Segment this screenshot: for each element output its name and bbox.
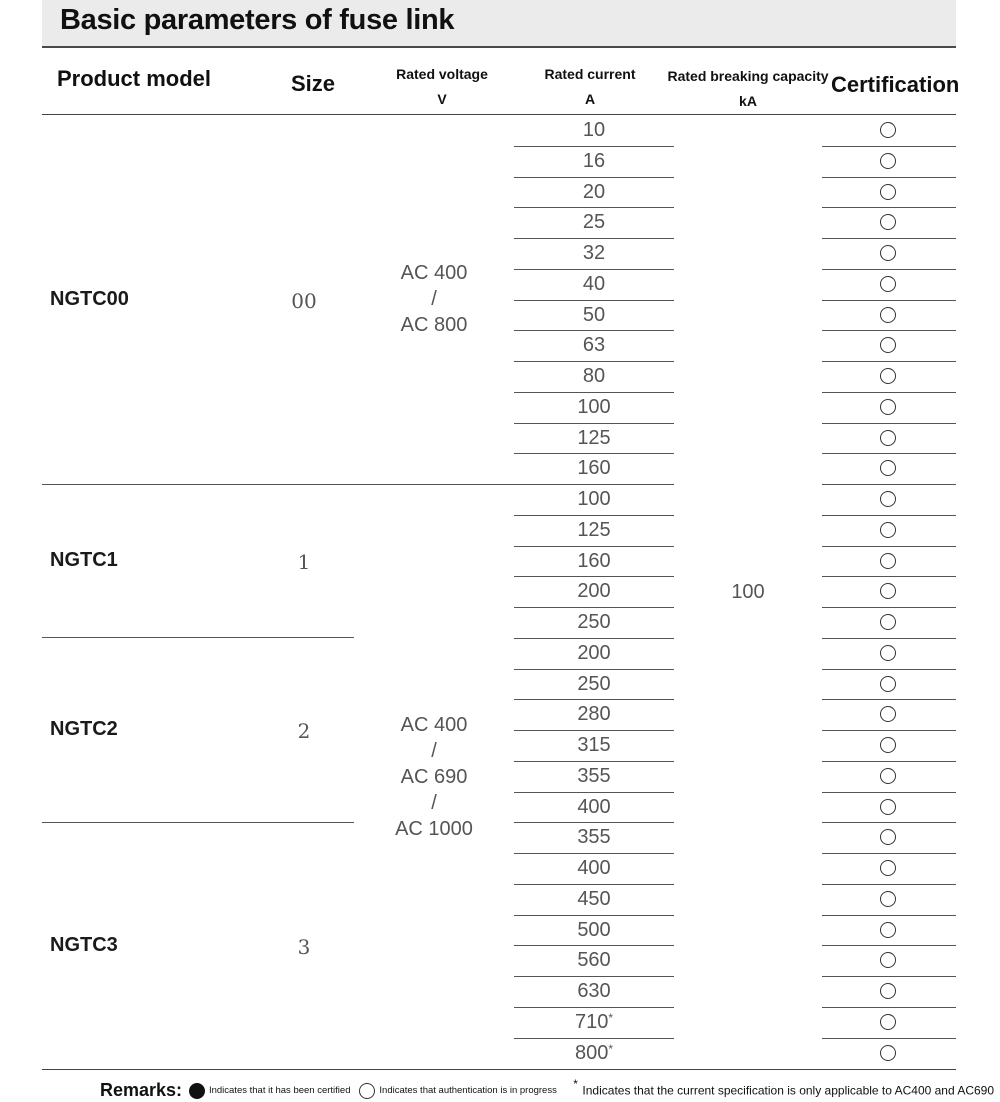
rated-current-cell <box>514 730 674 761</box>
rated-current-value: 355 <box>577 764 611 787</box>
header-breaking-capacity-label: Rated breaking capacity <box>667 68 829 84</box>
rated-current-value: 20 <box>582 180 606 203</box>
certification-rule <box>822 945 956 946</box>
header-rated-voltage <box>380 62 504 112</box>
certification-in-progress-icon <box>880 122 896 138</box>
certification-rule <box>822 453 956 454</box>
remark-in-progress: Indicates that authentication is in progress <box>379 1085 557 1096</box>
rated-current-cell <box>514 822 674 853</box>
rated-current-value: 250 <box>577 611 611 633</box>
rated-current-cell <box>514 638 674 669</box>
rated-current-note: * <box>608 1010 614 1025</box>
header-product-model: Product model <box>57 66 212 91</box>
rated-current-value: 125 <box>577 426 611 449</box>
rated-current-cell <box>514 976 674 1007</box>
rated-current-cell <box>514 761 674 792</box>
certification-in-progress-icon <box>880 676 896 692</box>
header-rated-current-unit: A <box>584 91 596 107</box>
rated-current-value: 315 <box>577 734 611 756</box>
certification-rule <box>822 177 956 178</box>
rated-current-cell <box>514 669 674 700</box>
certification-in-progress-icon <box>880 430 896 446</box>
certification-in-progress-icon <box>880 614 896 630</box>
product-model-ngtc2: NGTC2 <box>50 718 118 740</box>
certification-rule <box>822 761 956 762</box>
rated-current-value: 80 <box>582 365 606 387</box>
header-breaking-capacity-unit: kA <box>739 93 757 109</box>
certification-in-progress-icon <box>880 1014 896 1030</box>
rated-current-cell <box>514 115 674 146</box>
rated-current-value: 400 <box>577 795 611 818</box>
certification-rule <box>822 546 956 547</box>
certification-in-progress-icon <box>880 184 896 200</box>
remarks <box>100 1077 995 1102</box>
rated-current-value: 710 <box>574 1010 609 1033</box>
rated-current-cell <box>514 607 674 638</box>
rated-current-cell <box>514 915 674 946</box>
certification-in-progress-icon <box>880 737 896 753</box>
remark-star: * <box>573 1077 578 1091</box>
product-model-ngtc1: NGTC1 <box>50 549 118 571</box>
header-rated-current <box>530 62 650 112</box>
rated-current-cell <box>514 392 674 423</box>
certification-rule <box>822 1007 956 1008</box>
rated-current-value: 50 <box>582 303 606 326</box>
rated-current-value: 200 <box>577 580 611 603</box>
rated-current-value: 800 <box>574 1041 609 1064</box>
rated-current-value: 40 <box>582 272 606 295</box>
certification-rule <box>822 207 956 208</box>
size-00: 00 <box>291 289 317 313</box>
certification-rule <box>822 330 956 331</box>
group-divider <box>42 822 354 823</box>
certification-in-progress-icon <box>880 645 896 661</box>
certification-in-progress-icon <box>880 983 896 999</box>
product-model-ngtc3: NGTC3 <box>50 934 118 956</box>
rated-current-cell <box>514 330 674 361</box>
certification-rule <box>822 792 956 793</box>
certification-in-progress-icon <box>880 214 896 230</box>
header-rated-current-label: Rated current <box>544 66 636 82</box>
header-rated-voltage-label: Rated voltage <box>396 66 488 82</box>
rated-current-cell <box>514 453 674 484</box>
header-certification: Certification <box>831 72 960 97</box>
certification-rule <box>822 238 956 239</box>
certification-rule <box>822 269 956 270</box>
page-title: Basic parameters of fuse link <box>60 4 455 36</box>
rated-current-value: 630 <box>577 980 611 1002</box>
rated-current-cell <box>514 792 674 823</box>
certification-in-progress-icon <box>880 399 896 415</box>
header-rule <box>42 114 956 115</box>
certification-rule <box>822 576 956 577</box>
certification-in-progress-icon <box>880 337 896 353</box>
rated-current-cell <box>514 853 674 884</box>
certification-rule <box>822 361 956 362</box>
rated-current-value: 100 <box>577 488 611 510</box>
rated-voltage-line: AC 400 <box>400 714 468 736</box>
rated-current-value: 10 <box>582 119 606 141</box>
rated-voltage-line: AC 1000 <box>395 818 473 840</box>
certification-rule <box>822 607 956 608</box>
header-rated-voltage-unit: V <box>437 91 447 107</box>
rated-current-value: 500 <box>577 918 611 941</box>
rated-current-value: 160 <box>577 549 611 572</box>
size-3: 3 <box>297 935 311 959</box>
rated-current-cell <box>514 546 674 577</box>
rated-current-value: 160 <box>577 457 611 480</box>
table-bottom-rule <box>42 1069 956 1070</box>
rated-current-value: 100 <box>577 395 611 418</box>
certification-in-progress-icon <box>880 491 896 507</box>
rated-current-cell <box>514 884 674 915</box>
rated-current-value: 560 <box>577 949 611 972</box>
certification-in-progress-icon <box>880 829 896 845</box>
certification-rule <box>822 976 956 977</box>
rated-current-value: 16 <box>582 149 606 172</box>
size-2: 2 <box>297 719 311 743</box>
rated-current-cell <box>514 177 674 208</box>
rated-current-value: 355 <box>577 826 611 849</box>
certification-rule <box>822 669 956 670</box>
group-divider <box>42 637 354 638</box>
certification-in-progress-icon <box>880 153 896 169</box>
certification-in-progress-icon <box>880 276 896 292</box>
certification-in-progress-icon <box>880 799 896 815</box>
certified-dot-icon <box>189 1083 205 1099</box>
rated-current-cell <box>514 269 674 300</box>
certification-in-progress-icon <box>880 860 896 876</box>
rated-voltage-line: AC 400 <box>400 262 468 284</box>
rated-current-note: * <box>608 1041 614 1056</box>
certification-rule <box>822 515 956 516</box>
certification-rule <box>822 300 956 301</box>
certification-in-progress-icon <box>880 245 896 261</box>
rated-current-cell <box>514 361 674 392</box>
rated-current-value: 200 <box>577 641 611 664</box>
certification-rule <box>822 638 956 639</box>
rated-current-cell <box>514 146 674 177</box>
certification-rule <box>822 484 956 485</box>
rated-current-cell <box>514 423 674 454</box>
certification-rule <box>822 822 956 823</box>
rated-current-value: 125 <box>577 518 611 541</box>
group-divider <box>42 484 514 485</box>
rated-current-value: 32 <box>582 242 606 264</box>
breaking-capacity-value: 100 <box>731 581 765 603</box>
certification-rule <box>822 853 956 854</box>
rated-current-cell <box>514 945 674 976</box>
rated-current-value: 25 <box>582 211 606 234</box>
certification-in-progress-icon <box>880 368 896 384</box>
rated-current-cell <box>514 576 674 607</box>
certification-rule <box>822 699 956 700</box>
certification-in-progress-icon <box>880 522 896 538</box>
rated-voltage-separator: / <box>431 792 437 814</box>
certification-rule <box>822 392 956 393</box>
certification-in-progress-icon <box>880 307 896 323</box>
certification-rule <box>822 915 956 916</box>
certification-in-progress-icon <box>880 952 896 968</box>
rated-current-value: 250 <box>577 672 611 695</box>
rated-current-cell <box>514 238 674 269</box>
certification-in-progress-icon <box>880 583 896 599</box>
remarks-label: Remarks: <box>100 1080 183 1100</box>
rated-voltage-line: AC 690 <box>400 766 468 788</box>
rated-current-cell <box>514 515 674 546</box>
certification-rule <box>822 730 956 731</box>
certification-rule <box>822 884 956 885</box>
rated-current-value: 450 <box>577 887 611 910</box>
header-breaking-capacity <box>663 64 833 114</box>
certification-rule <box>822 146 956 147</box>
rated-current-cell <box>514 699 674 730</box>
rated-current-cell <box>514 1038 674 1069</box>
certification-in-progress-icon <box>880 706 896 722</box>
title-bar <box>42 0 956 48</box>
remark-note: Indicates that the current specification is only applicable to AC400 and AC690 <box>582 1083 995 1098</box>
in-progress-circle-icon <box>359 1083 375 1099</box>
rated-voltage-separator: / <box>431 288 437 310</box>
certification-in-progress-icon <box>880 891 896 907</box>
rated-voltage-group-1 <box>384 260 484 338</box>
certification-in-progress-icon <box>880 460 896 476</box>
rated-current-cell <box>514 300 674 331</box>
remark-certified: Indicates that it has been certified <box>208 1085 351 1096</box>
certification-in-progress-icon <box>880 553 896 569</box>
certification-rule <box>822 1038 956 1039</box>
certification-in-progress-icon <box>880 922 896 938</box>
rated-current-cell <box>514 484 674 515</box>
rated-current-value: 63 <box>582 334 606 357</box>
rated-voltage-separator: / <box>431 740 437 762</box>
size-1: 1 <box>297 550 311 574</box>
rated-voltage-group-2 <box>384 712 484 842</box>
rated-current-value: 400 <box>577 857 611 879</box>
product-model-ngtc00: NGTC00 <box>50 288 129 310</box>
certification-in-progress-icon <box>880 768 896 784</box>
rated-current-cell <box>514 1007 674 1038</box>
rated-voltage-line: AC 800 <box>400 314 468 336</box>
rated-current-value: 280 <box>577 703 611 726</box>
certification-rule <box>822 423 956 424</box>
rated-current-cell <box>514 207 674 238</box>
certification-in-progress-icon <box>880 1045 896 1061</box>
header-size: Size <box>291 71 336 96</box>
